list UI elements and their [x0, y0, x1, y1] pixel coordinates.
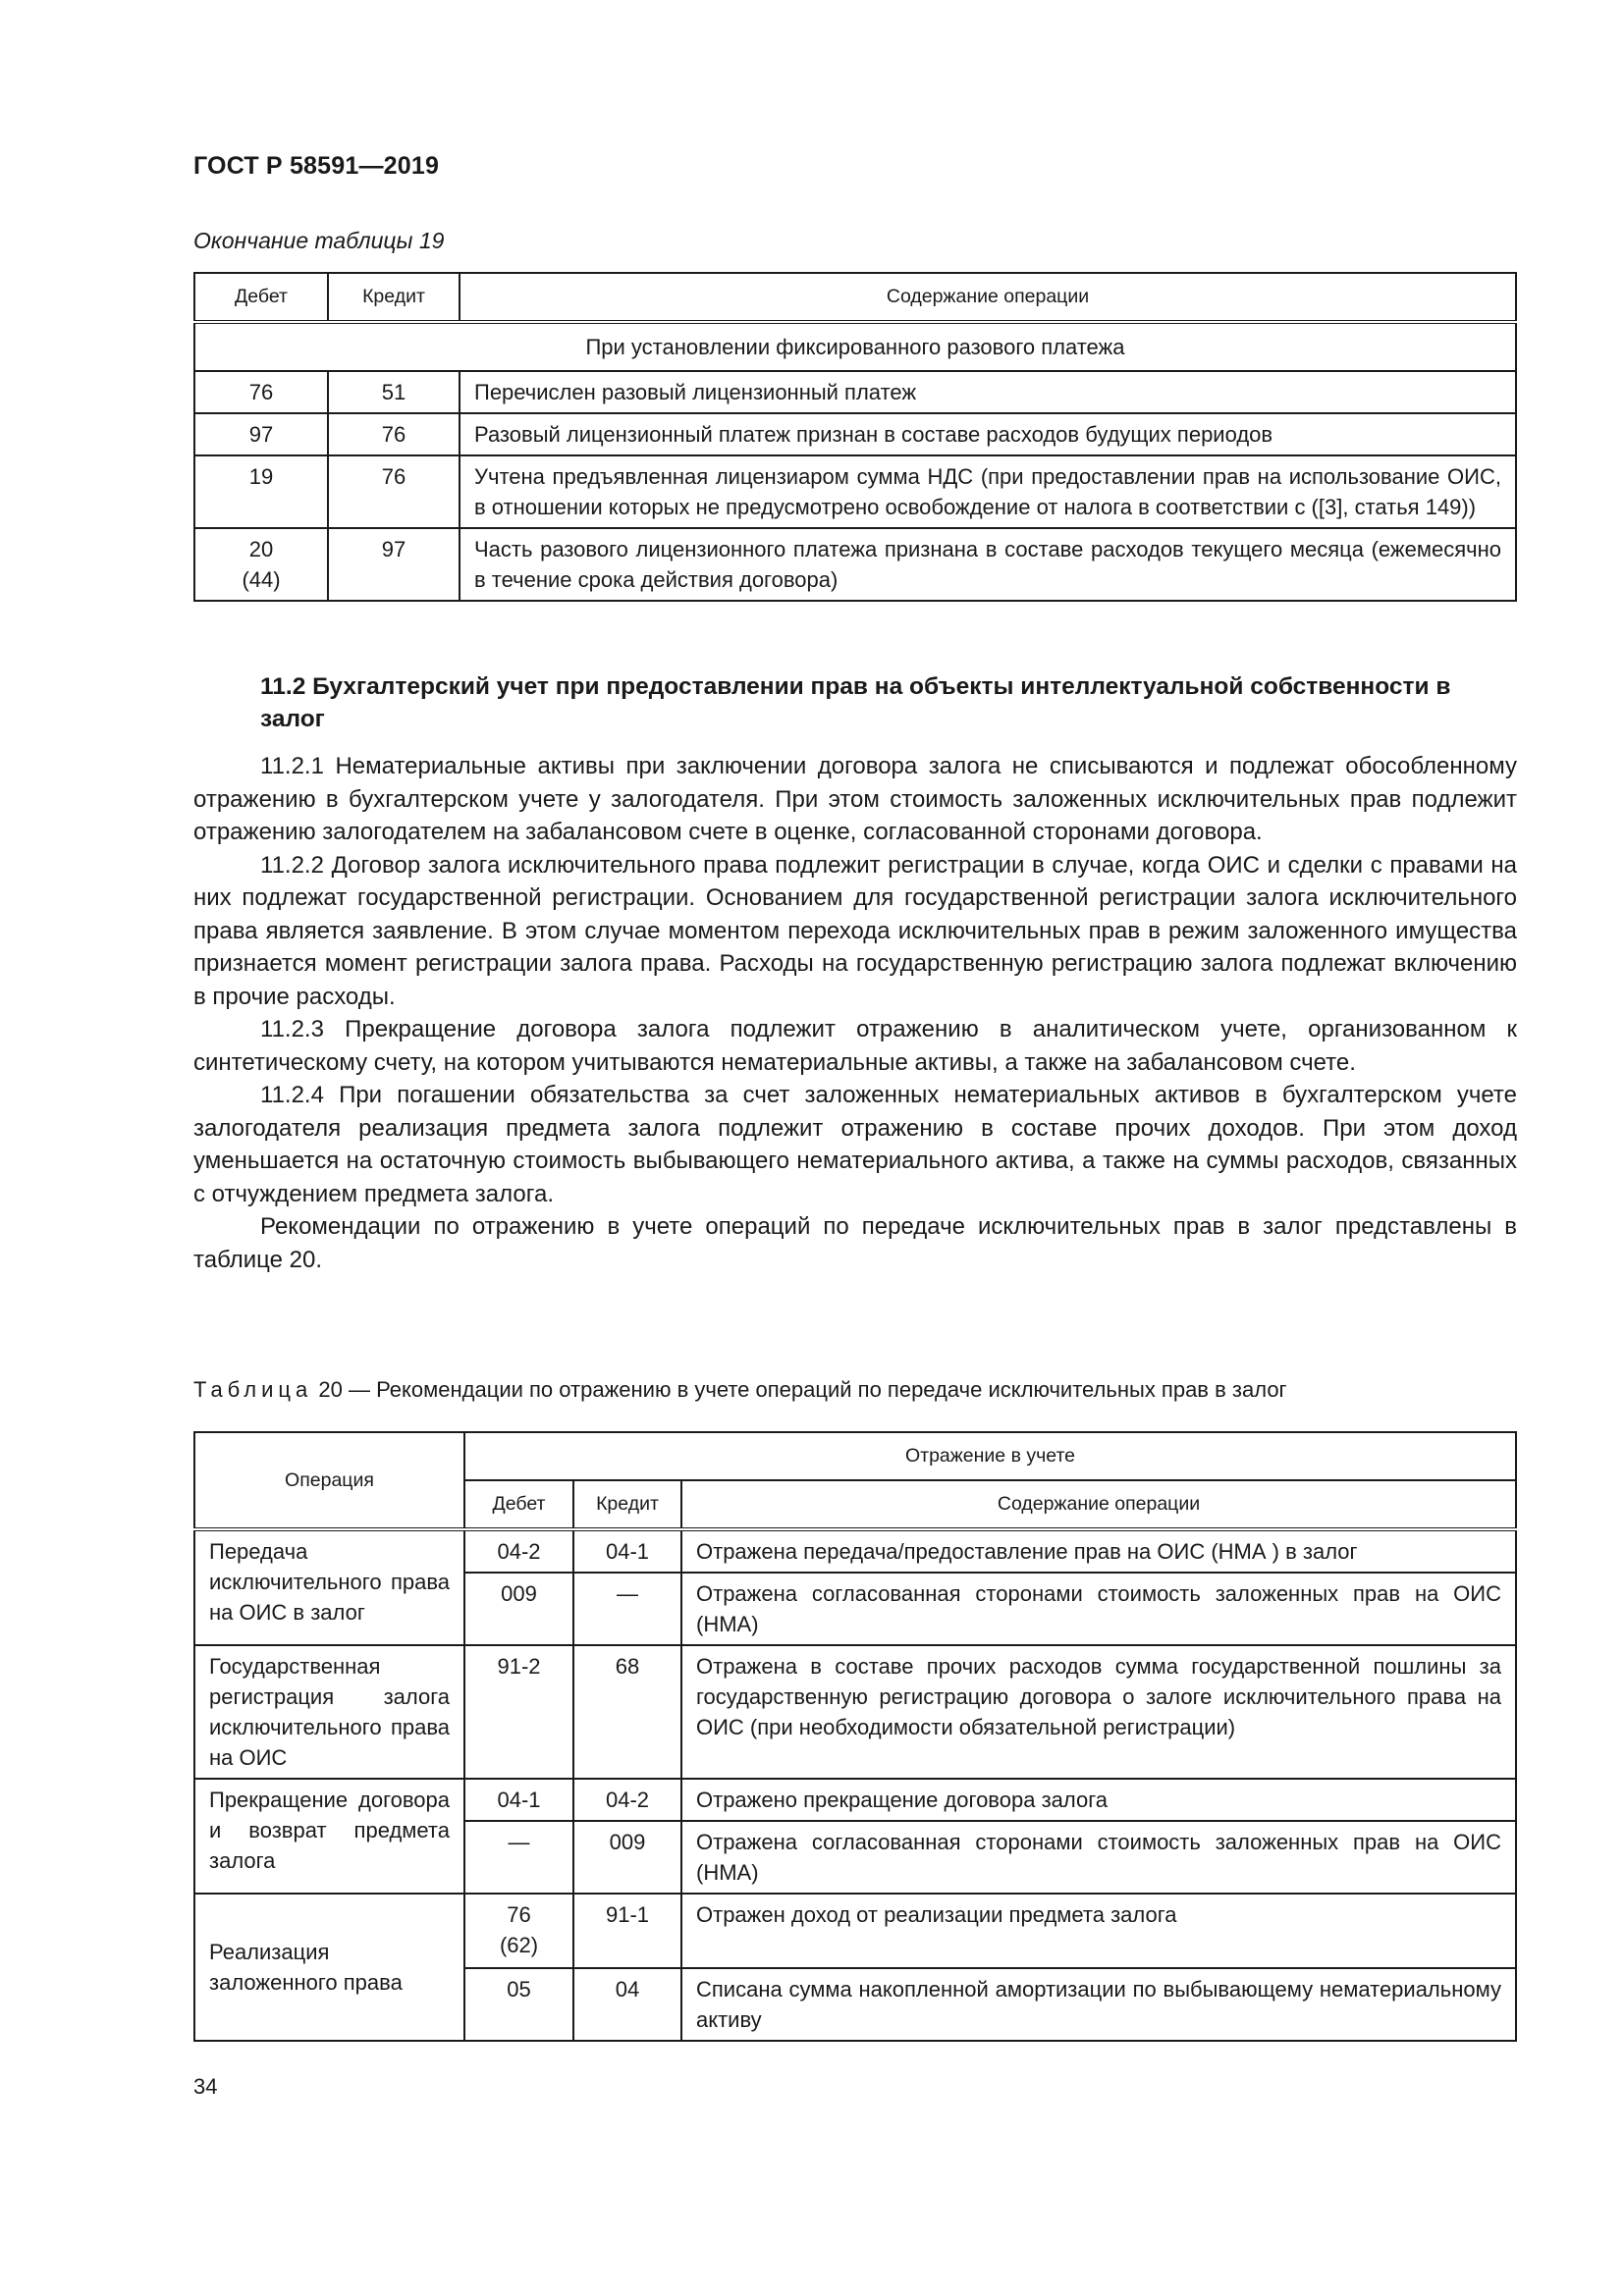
debit-cell: 97 — [194, 413, 328, 455]
table20-caption — [193, 1377, 1287, 1403]
table-row — [194, 1779, 1516, 1821]
content-cell: Списана сумма накопленной амортизации по выбывающему нематериальному активу — [681, 1968, 1516, 2041]
operation-cell: Государственная регистрация залога исключительного права на ОИС — [194, 1645, 464, 1779]
col-header-debit: Дебет — [464, 1480, 573, 1529]
credit-cell: 76 — [328, 413, 460, 455]
table-row — [194, 528, 1516, 601]
table20-caption-text: 20 — Рекомендации по отражению в учете операций по передаче исключительных прав в залог — [318, 1377, 1287, 1402]
debit-cell: 76 — [194, 371, 328, 413]
col-header-credit: Кредит — [328, 273, 460, 322]
paragraph-11-2-1: 11.2.1 Нематериальные активы при заключении договора залога не списываются и подлежат обособленному отражению в бухгалтерском учете у залогодателя. При этом стоимость заложенных исключительных прав подлежит отражению залогодателем на забалансовом счете в оценке, согласованной сторонами договора. — [193, 753, 1517, 845]
col-header-content: Содержание операции — [460, 273, 1516, 322]
debit-cell: 91-2 — [464, 1645, 573, 1779]
paragraph-11-2-4: 11.2.4 При погашении обязательства за счет заложенных нематериальных активов в бухгалтерском учете залогодателя реализация предмета залога подлежит отражению в составе прочих доходов. При этом доход уменьшается на остаточную стоимость выбывающего нематериального актива, а также на суммы расходов, связанных с отчуждением предмета залога. — [193, 1082, 1517, 1207]
table-row — [194, 1645, 1516, 1779]
credit-cell: 91-1 — [573, 1894, 681, 1968]
debit-cell: 19 — [194, 455, 328, 528]
section-title: При установлении фиксированного разового платежа — [194, 322, 1516, 371]
col-header-content: Содержание операции — [681, 1480, 1516, 1529]
paragraph-table20-reference: Рекомендации по отражению в учете операций по передаче исключительных прав в залог представлены в таблице 20. — [193, 1213, 1517, 1273]
debit-cell — [194, 528, 328, 601]
debit-alt-value: (62) — [499, 1933, 539, 1957]
content-cell: Отражена согласованная сторонами стоимость заложенных прав на ОИС (НМА) — [681, 1573, 1516, 1645]
debit-cell: 05 — [464, 1968, 573, 2041]
table19-continuation-caption: Окончание таблицы 19 — [193, 228, 445, 253]
debit-alt-value: (44) — [242, 567, 281, 592]
col-header-debit: Дебет — [194, 273, 328, 322]
col-header-operation: Операция — [194, 1432, 464, 1529]
credit-cell: — — [573, 1573, 681, 1645]
debit-cell: 04-2 — [464, 1529, 573, 1573]
table-row — [194, 413, 1516, 455]
debit-cell — [464, 1894, 573, 1968]
content-cell: Отражена согласованная сторонами стоимость заложенных прав на ОИС (НМА) — [681, 1821, 1516, 1894]
content-cell: Отражен доход от реализации предмета залога — [681, 1894, 1516, 1968]
operation-cell: Передача исключительного права на ОИС в залог — [194, 1529, 464, 1645]
table-section-row — [194, 322, 1516, 371]
col-header-group: Отражение в учете — [464, 1432, 1516, 1480]
operation-cell: Реализация заложенного права — [194, 1894, 464, 2041]
debit-cell: — — [464, 1821, 573, 1894]
table-row — [194, 1529, 1516, 1573]
credit-cell: 51 — [328, 371, 460, 413]
table-row — [194, 1894, 1516, 1968]
document-header: ГОСТ Р 58591—2019 — [193, 152, 440, 180]
credit-cell: 04 — [573, 1968, 681, 2041]
content-cell: Разовый лицензионный платеж признан в составе расходов будущих периодов — [460, 413, 1516, 455]
section-body — [193, 750, 1517, 1276]
debit-value: 76 — [507, 1902, 531, 1927]
debit-cell: 04-1 — [464, 1779, 573, 1821]
content-cell: Отражена в составе прочих расходов сумма государственной пошлины за государственную регистрацию договора о залоге исключительного права на ОИС (при необходимости обязательной регистрации) — [681, 1645, 1516, 1779]
content-cell: Часть разового лицензионного платежа признана в составе расходов текущего месяца (ежемесячно в течение срока действия договора) — [460, 528, 1516, 601]
credit-cell: 04-2 — [573, 1779, 681, 1821]
col-header-credit: Кредит — [573, 1480, 681, 1529]
content-cell: Отражено прекращение договора залога — [681, 1779, 1516, 1821]
page-number: 34 — [193, 2074, 218, 2099]
content-cell: Учтена предъявленная лицензиаром сумма НДС (при предоставлении прав на использование ОИС, в отношении которых не предусмотрено освобождение от налога в соответствии с ([3], статья 149)) — [460, 455, 1516, 528]
credit-cell: 97 — [328, 528, 460, 601]
table-row — [194, 371, 1516, 413]
table20-caption-label: Таблица — [193, 1377, 313, 1402]
credit-cell: 04-1 — [573, 1529, 681, 1573]
credit-cell: 68 — [573, 1645, 681, 1779]
paragraph-11-2-2: 11.2.2 Договор залога исключительного права подлежит регистрации в случае, когда ОИС и сделки с правами на них подлежат государственной регистрации. Основанием для государственной регистрации залога исключительного права является заявление. В этом случае моментом перехода исключительных прав в режим заложенного имущества признается момент регистрации залога права. Расходы на государственную регистрацию залога подлежат включению в прочие расходы. — [193, 851, 1517, 1010]
credit-cell: 009 — [573, 1821, 681, 1894]
debit-value: 20 — [248, 537, 274, 561]
table-20 — [193, 1431, 1517, 2042]
table-row — [194, 455, 1516, 528]
section-heading: 11.2 Бухгалтерский учет при предоставлении прав на объекты интеллектуальной собственности в залог — [260, 673, 1451, 732]
paragraph-11-2-3: 11.2.3 Прекращение договора залога подлежит отражению в аналитическом учете, организованном к синтетическому счету, на котором учитываются нематериальные активы, а также на забалансовом счете. — [193, 1016, 1517, 1076]
content-cell: Перечислен разовый лицензионный платеж — [460, 371, 1516, 413]
credit-cell: 76 — [328, 455, 460, 528]
operation-cell: Прекращение договора и возврат предмета залога — [194, 1779, 464, 1894]
content-cell: Отражена передача/предоставление прав на ОИС (НМА ) в залог — [681, 1529, 1516, 1573]
table-19 — [193, 272, 1517, 602]
debit-cell: 009 — [464, 1573, 573, 1645]
